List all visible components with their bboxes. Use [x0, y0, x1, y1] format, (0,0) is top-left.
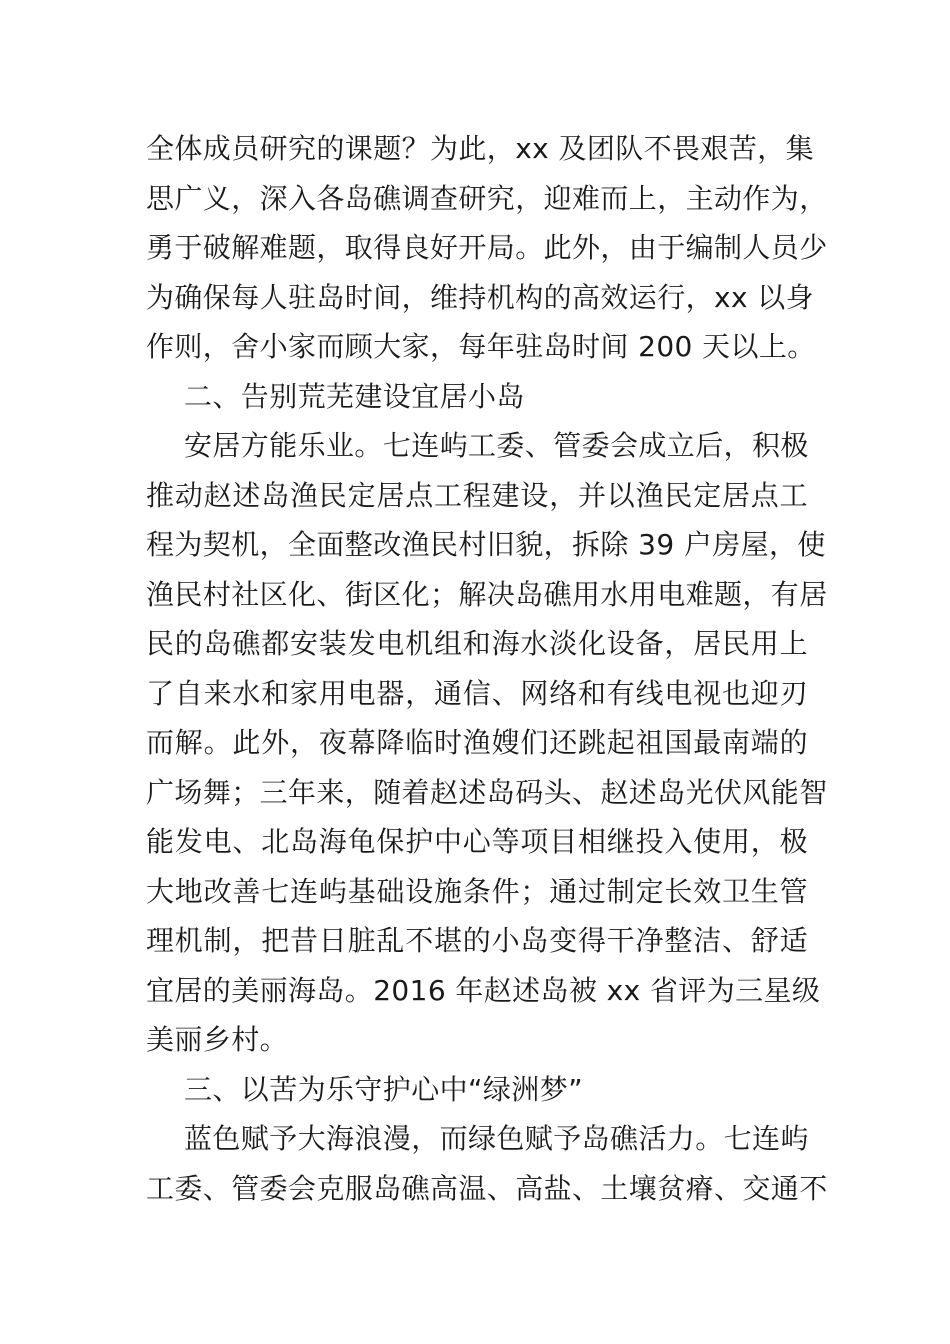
- text-line: 工委、管委会克服岛礁高温、高盐、土壤贫瘠、交通不: [146, 1171, 828, 1205]
- text-line: 而解。此外，夜幕降临时渔嫂们还跳起祖国最南端的: [146, 726, 808, 759]
- section-heading: 三、以苦为乐守护心中“绿洲梦”: [184, 1072, 584, 1106]
- text-line: 宜居的美丽海岛。2016 年赵述岛被 xx 省评为三星级: [146, 973, 821, 1007]
- text-line: 渔民村社区化、街区化；解决岛礁用水用电难题，有居: [146, 577, 828, 611]
- text-line: 广场舞；三年来，随着赵述岛码头、赵述岛光伏风能智: [146, 775, 828, 809]
- text-line: 为确保每人驻岛时间，维持机构的高效运行，xx 以身: [146, 280, 815, 314]
- text-line: 作则，舍小家而顾大家，每年驻岛时间 200 天以上。: [146, 330, 816, 363]
- text-line: 程为契机，全面整改渔民村旧貌，拆除 39 户房屋，使: [146, 528, 826, 561]
- text-line: 安居方能乐业。七连屿工委、管委会成立后，积极: [184, 429, 809, 462]
- text-line: 了自来水和家用电器，通信、网络和有线电视也迎刃: [146, 676, 808, 710]
- text-line: 思广义，深入各岛礁调查研究，迎难而上，主动作为，: [146, 181, 828, 215]
- text-line: 能发电、北岛海龟保护中心等项目相继投入使用，极: [146, 825, 808, 858]
- text-line: 理机制，把昔日脏乱不堪的小岛变得干净整洁、舒适: [146, 924, 808, 957]
- section-heading: 二、告别荒芜建设宜居小岛: [184, 379, 525, 413]
- text-line: 勇于破解难题，取得良好开局。此外，由于编制人员少: [146, 231, 828, 264]
- document-body: [146, 124, 828, 1213]
- text-line: 大地改善七连屿基础设施条件；通过制定长效卫生管: [146, 874, 808, 908]
- text-line: 蓝色赋予大海浪漫，而绿色赋予岛礁活力。七连屿: [184, 1122, 809, 1155]
- text-line: 民的岛礁都安装发电机组和海水淡化设备，居民用上: [146, 627, 808, 660]
- text-line: 推动赵述岛渔民定居点工程建设，并以渔民定居点工: [146, 478, 808, 512]
- text-line: 全体成员研究的课题？为此，xx 及团队不畏艰苦，集: [146, 132, 815, 165]
- text-line: 美丽乡村。: [146, 1023, 289, 1056]
